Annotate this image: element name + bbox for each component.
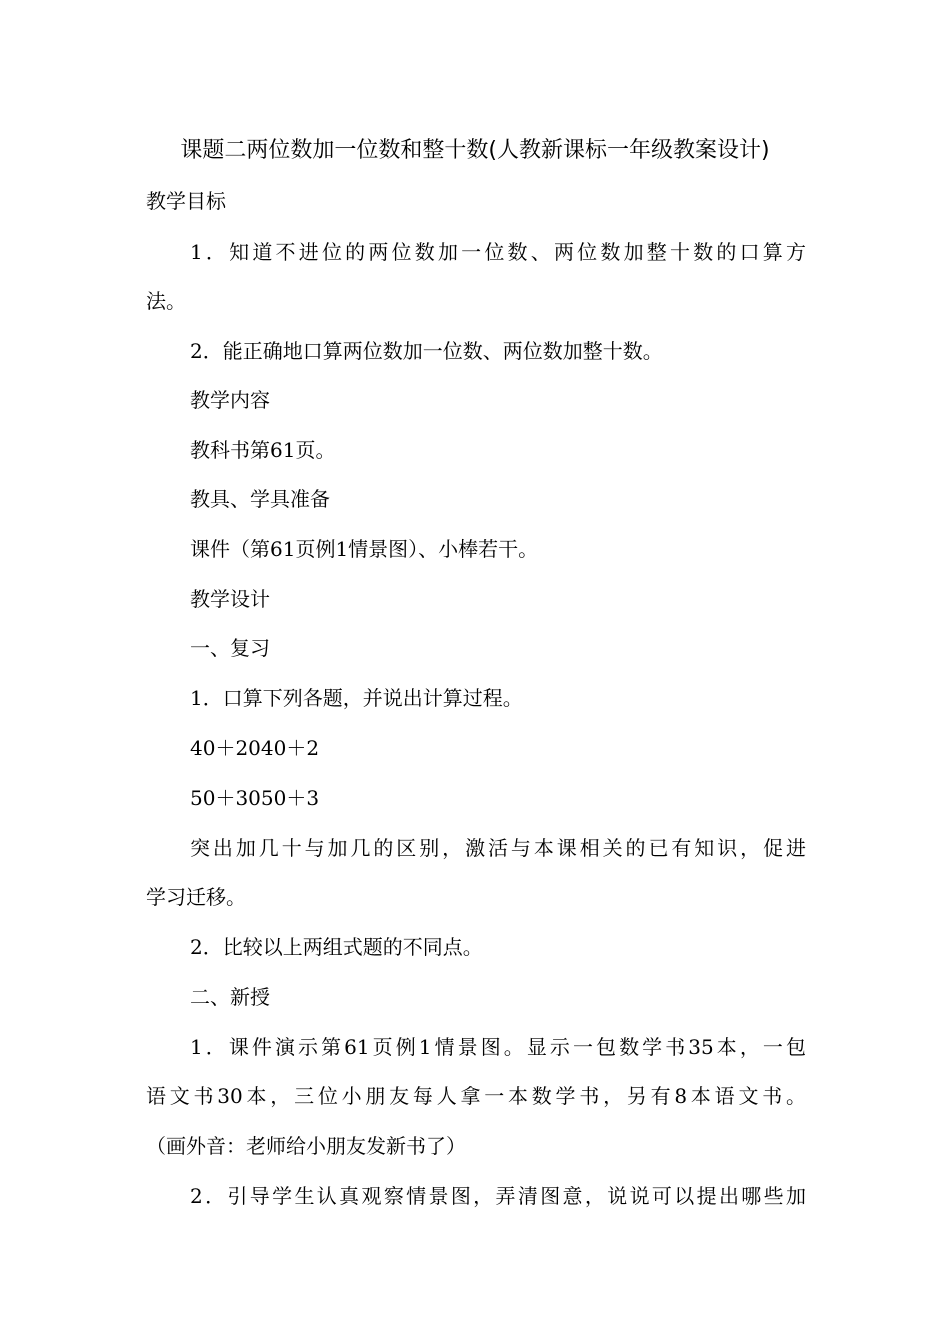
heading-teaching-design: 教学设计 [190, 587, 270, 611]
paragraph-line: 2．引导学生认真观察情景图，弄清图意，说说可以提出哪些加 [190, 1184, 806, 1208]
paragraph-line: 学习迁移。 [146, 885, 246, 909]
heading-materials: 教具、学具准备 [190, 487, 330, 511]
paragraph-line: 语文书30本，三位小朋友每人拿一本数学书，另有8本语文书。 [146, 1084, 806, 1108]
section-heading-new-lesson: 二、新授 [190, 985, 270, 1009]
heading-teaching-content: 教学内容 [190, 388, 270, 412]
paragraph-line: 法。 [146, 289, 186, 313]
math-expression-line: 50＋3050＋3 [190, 786, 320, 810]
paragraph-line: 课件（第61页例1情景图）、小棒若干。 [190, 537, 539, 561]
math-expression-line: 40＋2040＋2 [190, 736, 320, 760]
heading-teaching-goals: 教学目标 [146, 189, 226, 213]
paragraph-line: 教科书第61页。 [190, 438, 336, 462]
paragraph-line: （画外音：老师给小朋友发新书了） [146, 1134, 466, 1158]
paragraph-line: 2．能正确地口算两位数加一位数、两位数加整十数。 [190, 339, 663, 363]
document-title: 课题二两位数加一位数和整十数(人教新课标一年级教案设计) [180, 138, 770, 163]
paragraph-line: 1．课件演示第61页例1情景图。显示一包数学书35本，一包 [190, 1035, 806, 1059]
paragraph-line: 突出加几十与加几的区别，激活与本课相关的已有知识，促进 [190, 836, 806, 860]
paragraph-line: 1．口算下列各题，并说出计算过程。 [190, 686, 523, 710]
paragraph-line: 1．知道不进位的两位数加一位数、两位数加整十数的口算方 [190, 240, 806, 264]
section-heading-review: 一、复习 [190, 636, 270, 660]
paragraph-line: 2．比较以上两组式题的不同点。 [190, 935, 483, 959]
